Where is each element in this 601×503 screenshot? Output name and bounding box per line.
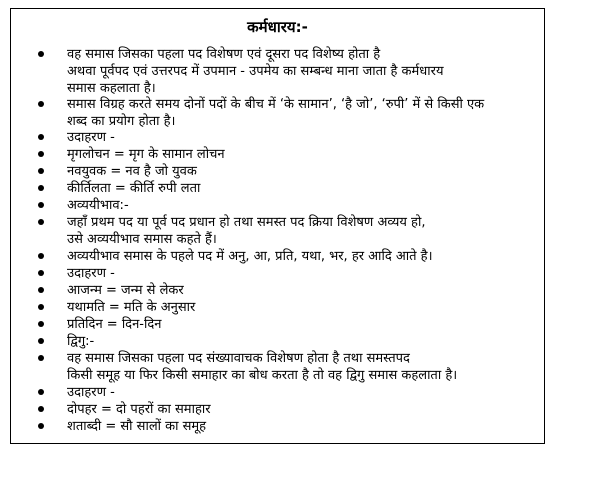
list-item-text: [67, 299, 537, 316]
list-item-line: समास विग्रह करते समय दोनों पदों के बीच में ‘के सामान’, ‘है जो’, ‘रुपी’ में से किसी एक: [67, 97, 485, 112]
list-item-line: यथामति = मति के अनुसार: [67, 300, 196, 315]
list-item-text: [67, 282, 537, 299]
list-item-line: अव्ययीभाव समास के पहले पद में अनु, आ, प्रति, यथा, भर, हर आदि आते है।: [67, 249, 433, 264]
bullet-icon: [38, 321, 44, 327]
list-item-text: [67, 129, 537, 146]
list-item-line: अथवा पूर्वपद एवं उत्तरपद में उपमान - उपमेय का सम्बन्ध माना जाता है कर्मधारय: [67, 64, 444, 79]
bullet-icon: [38, 101, 44, 107]
bullet-icon: [38, 338, 44, 344]
list-item-text: [67, 384, 537, 401]
list-item-text: [67, 333, 537, 350]
bullet-icon: [38, 202, 44, 208]
list-item-line: दोपहर = दो पहरों का समाहार: [67, 402, 211, 417]
list-item-text: [67, 146, 537, 163]
bullet-icon: [38, 423, 44, 429]
bullet-icon: [38, 304, 44, 310]
list-item-line: द्विगु:-: [67, 334, 95, 349]
list-item-line: मृगलोचन = मृग के सामान लोचन: [67, 147, 225, 162]
bullet-icon: [38, 51, 44, 57]
list-item-text: [67, 180, 537, 197]
bullet-icon: [38, 253, 44, 259]
bullet-icon: [38, 151, 44, 157]
list-item-text: [67, 248, 537, 265]
bullet-icon: [38, 185, 44, 191]
list-item-line: अव्ययीभाव:-: [67, 198, 129, 213]
list-item-text: [67, 163, 537, 180]
list-item-text: [67, 265, 537, 282]
list-item-text: [67, 197, 537, 214]
section-title: कर्मधारय:-: [247, 18, 308, 36]
bullet-icon: [38, 287, 44, 293]
list-item-line: समास कहलाता है।: [67, 81, 156, 96]
bullet-icon: [38, 406, 44, 412]
bullet-icon: [38, 134, 44, 140]
content-box: [10, 8, 545, 444]
list-item-line: शताब्दी = सौ सालों का समूह: [67, 419, 207, 434]
list-item-text: [67, 401, 537, 418]
list-item-line: उदाहरण -: [67, 266, 115, 281]
list-item-line: कीर्तिलता = कीर्ति रुपी लता: [67, 181, 201, 196]
list-item-line: उसे अव्ययीभाव समास कहते हैं।: [67, 232, 217, 247]
bullet-icon: [38, 219, 44, 225]
list-item-text: [67, 96, 537, 130]
list-item-line: किसी समूह या फिर किसी समाहार का बोध करता है तो वह द्विगु समास कहलाता है।: [67, 368, 458, 383]
bullet-icon: [38, 168, 44, 174]
list-item-line: उदाहरण -: [67, 385, 115, 400]
list-item-line: वह समास जिसका पहला पद विशेषण एवं दूसरा पद विशेष्य होता है: [67, 47, 381, 62]
list-item-text: [67, 214, 537, 248]
bullet-icon: [38, 389, 44, 395]
list-item-text: [67, 46, 537, 97]
list-item-line: वह समास जिसका पहला पद संख्यावाचक विशेषण होता है तथा समस्तपद: [67, 351, 410, 366]
list-item-line: जहाँ प्रथम पद या पूर्व पद प्रधान हो तथा समस्त पद क्रिया विशेषण अव्यय हो,: [67, 215, 426, 230]
list-item-line: शब्द का प्रयोग होता है।: [67, 114, 176, 129]
list-item-line: आजन्म = जन्म से लेकर: [67, 283, 184, 298]
bullet-icon: [38, 355, 44, 361]
list-item-text: [67, 418, 537, 435]
list-item-line: उदाहरण -: [67, 130, 115, 145]
list-item-text: [67, 316, 537, 333]
list-item-line: नवयुवक = नव है जो युवक: [67, 164, 197, 179]
bullet-icon: [38, 270, 44, 276]
list-item-line: प्रतिदिन = दिन-दिन: [67, 317, 162, 332]
list-item-text: [67, 350, 537, 384]
